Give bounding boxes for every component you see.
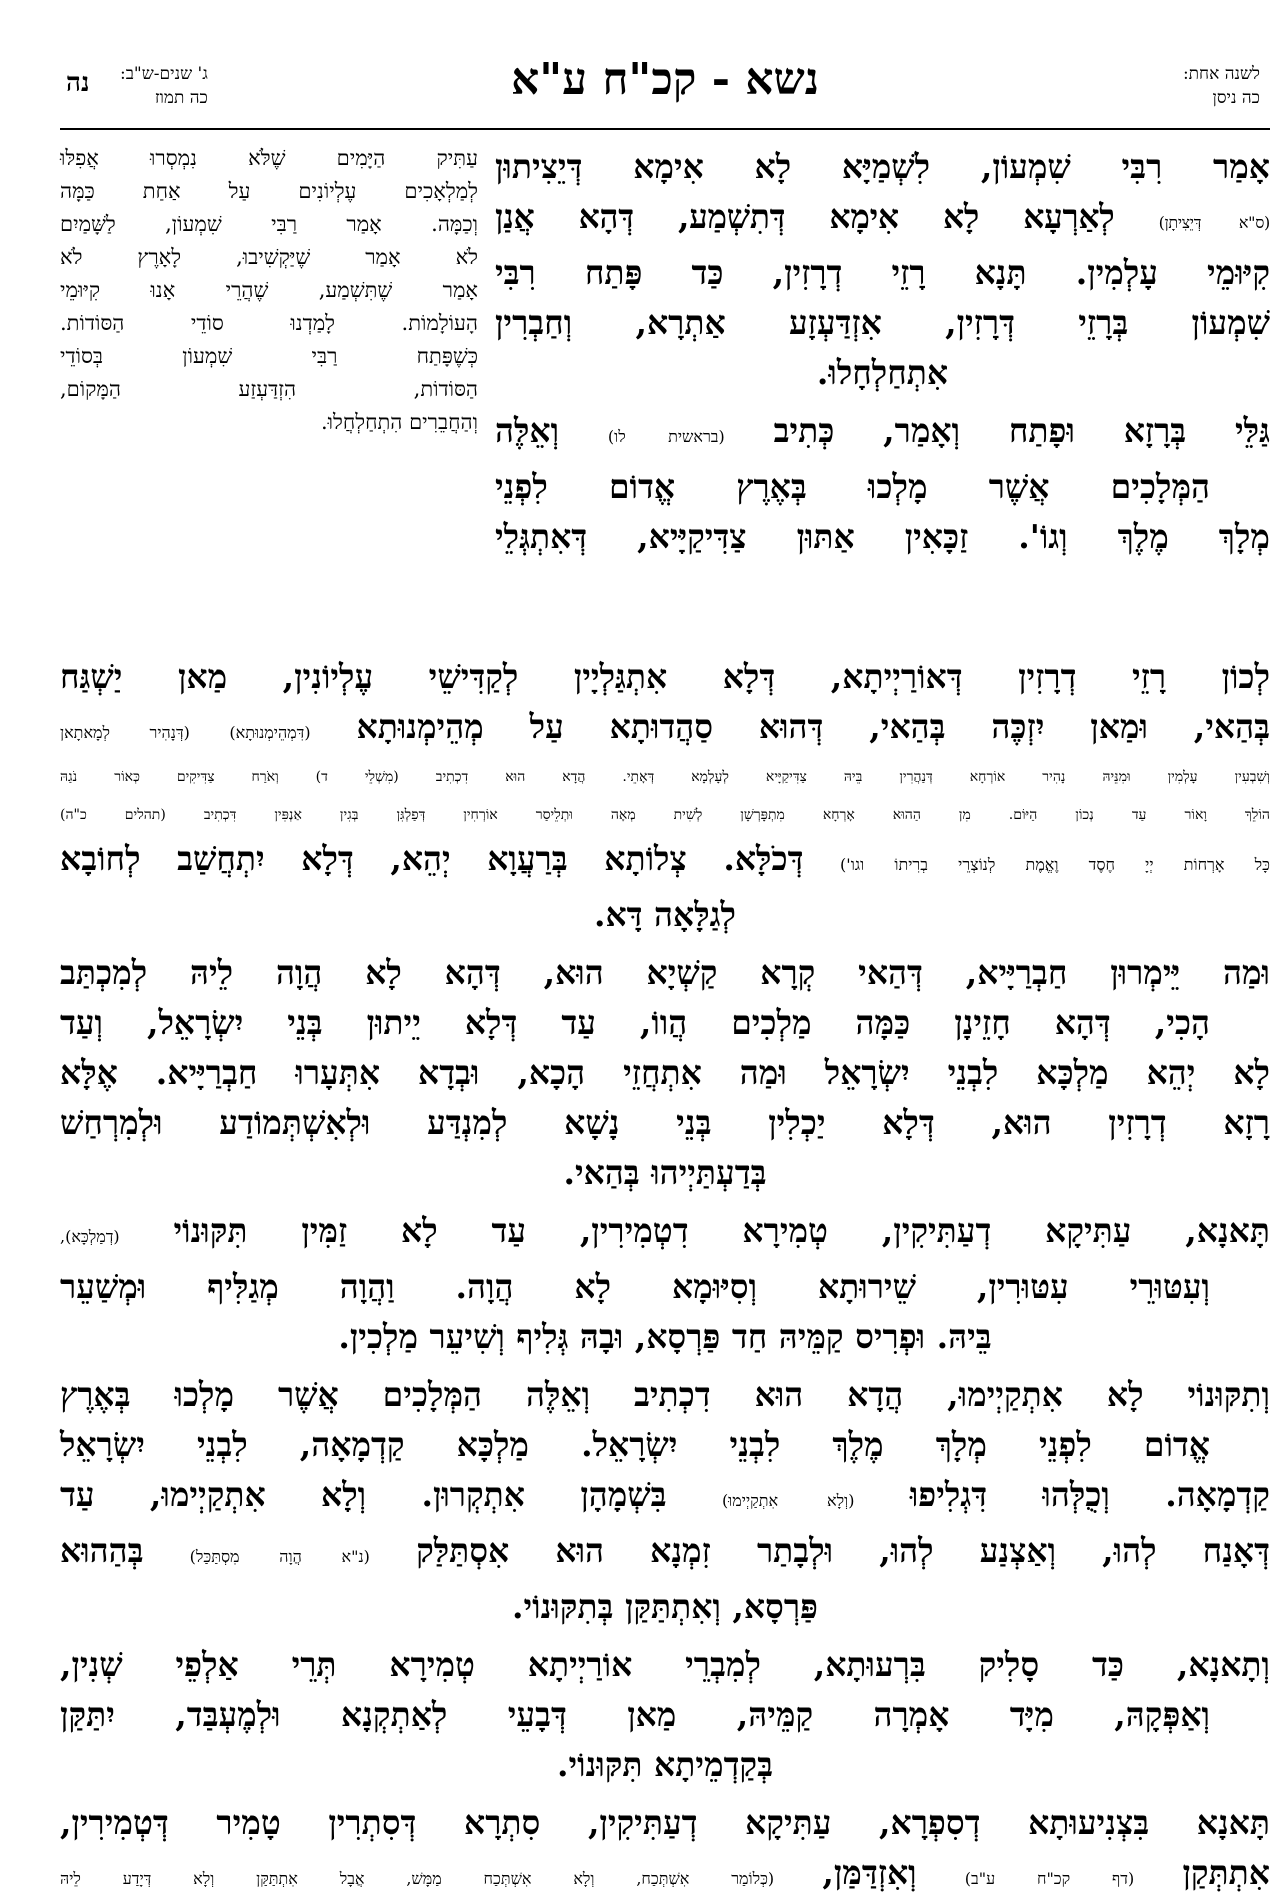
text-line: לְגַלָּאָה דָּא. xyxy=(60,890,1270,940)
variant-reading: (ס"א דְּיֵצִיתָן) xyxy=(1159,213,1270,232)
translation-sidebar xyxy=(60,142,478,439)
variant-reading: (דְמַלְכָּא), xyxy=(60,1227,120,1246)
text-line: רָזָא דְרָזִין הוּא, דְּלָא יַכְלִין בְּנֵי נָשָׁא לְמִנְדַּע וּלְאִשְׁתְּמוֹדַע וּלְמִרְחַשׁ xyxy=(60,1098,1270,1148)
text-span: בְּהַהוּא xyxy=(60,1531,144,1570)
schedule-date: כה ניסן xyxy=(1183,86,1260,110)
text-line xyxy=(60,1470,1270,1526)
text-line: בְּקַדְמֵיתָא תִּקּוּנוֹי. xyxy=(60,1740,1270,1790)
variant-reading: (וְלָא אִתְקַיְימוּ) xyxy=(722,1491,855,1510)
main-text-column xyxy=(495,142,1270,562)
text-line xyxy=(60,1848,1270,1904)
text-line xyxy=(60,1206,1270,1262)
sidebar-line: אָמַר שֶׁתִּשְׁמַע, שֶׁהֲרֵי אָנוּ קִיּוּמֵי xyxy=(60,274,478,307)
schedule-label: ג' שנים-ש"ב: xyxy=(120,62,208,86)
text-line: פַּרְסָא, וְאִתְתַּקַּן בְּתִקּוּנוֹי. xyxy=(60,1582,1270,1632)
text-span: בִּשְׁמָהָן אִתְקְרוּן. וְלָא אִתְקַיְימוּ, עַד xyxy=(60,1475,667,1514)
text-line: בְּדַעְתַּיְיהוּ בְּהַאי. xyxy=(60,1148,1270,1198)
text-line: בֵּיהּ. וּפְרִיס קַמֵּיהּ חַד פַּרְסָא, וּבָהּ גְּלִיף וְשִׁיעֵר מַלְכִין. xyxy=(60,1312,1270,1362)
text-line: מְלָךְ מֶלֶךְ וְגוֹ'. זַכָּאִין אַתּוּן צַדִּיקַיָּיא, דְּאִתְגְּלֵי xyxy=(495,512,1270,562)
sidebar-line: עַתִּיק הַיָּמִים שֶׁלֹּא נִמְסְרוּ אֲפִלּוּ xyxy=(60,142,478,175)
text-span: גַּלֵּי בְּרָזָא וּפָתַח וְאָמַר, כְּתִיב xyxy=(774,411,1270,450)
sidebar-line: הָעוֹלָמוֹת. לָמַדְנוּ סוֹדֵי הַסּוֹדוֹת. xyxy=(60,307,478,340)
header-study-schedule-three-year xyxy=(120,62,208,110)
text-line xyxy=(60,834,1270,890)
text-span: וְאִזְדַּמַּן, xyxy=(822,1853,916,1892)
text-line: לָא יְהֵא מַלְכָּא לִבְנֵי יִשְׂרָאֵל וּמַה אִתְחֲזֵי הָכָא, וּבְדָא אִתְּעָרוּ חַבְרַיָּיא. אֶלָּא xyxy=(60,1048,1270,1098)
source-reference: (בראשית לו) xyxy=(608,427,725,446)
text-line: אָמַר רִבִּי שִׁמְעוֹן, לִשְׁמַיָּא לָא אִימָא דְּיֵצִיתוּן xyxy=(495,142,1270,192)
page-number: נה xyxy=(66,68,89,98)
sidebar-line: לֹא אָמַר שֶׁיַּקְשִׁיבוּ, לָאָרֶץ לֹא xyxy=(60,241,478,274)
commentary-span: (כְּלוֹמַר אִשְׁתְּכַח, וְלָא אִשְׁתְּכַח מַמָּשׁ, אֲבָל אִתְתַּקַּן וְלָא דְּיָדַע לֵיהּ xyxy=(60,1869,774,1888)
text-line: שִׁמְעוֹן בְּרָזֵי דְּרָזִין, אִזְדַּעְזָע אַתְרָא, וְחַבְרִין xyxy=(495,298,1270,348)
sidebar-line: וְכַמָּה. אָמַר רַבִּי שִׁמְעוֹן, לַשָּׁמַיִם xyxy=(60,208,478,241)
text-line: וּמַה יֵּימְרוּן חַבְרַיָּיא, דְּהַאי קְרָא קַשְׁיָא הוּא, דְּהָא לָא הֲוָה לֵיהּ לְמִכְתַּב xyxy=(60,948,1270,998)
variant-reading: (דִּמְהֵימְנוּתָא) (דְּנָהִיר לְמָאתָאן xyxy=(60,723,311,742)
text-span: וְאֵלֶּה xyxy=(495,411,559,450)
page-title: נשא - קכ"ח ע"א xyxy=(60,54,1270,105)
text-line: וְתִקּוּנוֹי לָא אִתְקַיְימוּ, הֲדָא הוּא דִכְתִיב וְאֵלֶּה הַמְּלָכִים אֲשֶׁר מָלְכוּ בְּאֶרֶץ xyxy=(60,1370,1270,1420)
text-span: תָּאנָא, עַתִּיקָא דְעַתִּיקִין, טְמִירָא דִטְמִירִין, עַד לָא זַמִּין תִּקּוּנוֹי xyxy=(173,1211,1270,1250)
text-span: בְּהַאי, וּמַאן יִזְכֶּה בְּהַאי, דְּהוּא סַהֲדוּתָא עַל מְהֵימְנוּתָא xyxy=(357,707,1270,746)
commentary-span: כָּל אָרְחוֹת יְיָ חֶסֶד וֶאֱמֶת לְנוֹצְרֵי בְרִיתוֹ וגו') xyxy=(840,855,1270,874)
text-span: קַדְמָאָה. וְכֻלְּהוּ דִּגְלִיפוּ xyxy=(910,1475,1270,1514)
text-line: הַמְּלָכִים אֲשֶׁר מָלְכוּ בְּאֶרֶץ אֱדוֹם לִפְנֵי xyxy=(495,462,1270,512)
full-width-text xyxy=(60,652,1270,1904)
text-line: וְאַפְּקָהּ, מִיָּד אָמְרָה קַמֵּיהּ, מַאן דְּבָעֵי לְאַתְקְנָא וּלְמֶעְבַּד, יִתַּקַּן xyxy=(60,1690,1270,1740)
text-line xyxy=(60,1526,1270,1582)
variant-reading: (נ"א הֲוָה מִסְתַּכַּל) xyxy=(190,1547,370,1566)
text-span: אִתְתְּקַן xyxy=(1182,1853,1270,1892)
text-line: אֱדוֹם לִפְנֵי מְלָךְ מֶלֶךְ לִבְנֵי יִשְׂרָאֵל. מַלְכָּא קַדְמָאָה, לִבְנֵי יִשְׂרָאֵל xyxy=(60,1420,1270,1470)
text-span: דְּכֹלָּא. צְלוֹתָא בְּרַעֲוָא יְהֵא, דְּלָא יִתְחֲשַׁב לְחוֹבָא xyxy=(60,839,803,878)
text-line: אִתְחַלְחָלוּ. xyxy=(495,348,1270,398)
text-line xyxy=(60,702,1270,758)
text-line: לְכוֹן רָזֵי דְרָזִין דְּאוֹרַיְיתָא, דְּלָא אִתְגַּלְיָין לְקַדִּישֵׁי עֶלְיוֹנִין, מַאן יַשְׁגַּח xyxy=(60,652,1270,702)
page-header xyxy=(60,52,1270,130)
sidebar-line: הַסּוֹדוֹת, הִזְדַּעְזַע הַמָּקוֹם, xyxy=(60,373,478,406)
sidebar-line: לְמַלְאָכִים עֶלְיוֹנִים עַל אַחַת כַּמָּה xyxy=(60,175,478,208)
commentary-line: הוֹלֵךְ וָאוֹר עַד נְכוֹן הַיּוֹם. מִן הַהוּא אָרְחָא מִתְפָּרְשָׁן לְשִׁית מְאָה וּתְלֵיסַר אוֹרְחִין דְּפַלְגִּן בְּגִין אַנְפִּין דִּכְתִיב (תהלים כ"ה) xyxy=(60,796,1270,834)
sidebar-line: וְהַחֲבֵרִים הִתְחַלְחֲלוּ. xyxy=(60,406,478,439)
schedule-date: כה תמוז xyxy=(120,86,208,110)
sidebar-line: כְּשֶׁפָּתַח רַבִּי שִׁמְעוֹן בְּסוֹדֵי xyxy=(60,340,478,373)
commentary-line: וְשִׁבְעִין עָלְמִין וּמִנֵּיהּ נָהִיר אוֹרְחָא דְּנַהֲרִין בֵּיהּ צַדִּיקַיָּיא לְעָלְמָא דְּאָתֵי. הֲדָא הוּא דִכְתִיב (מִשְׁלֵי ד) וְאֹרַח צַדִּיקִים כְּאוֹר נֹגַהּ xyxy=(60,758,1270,796)
text-line: תָּאנָא בִּצְנִיעוּתָא דְסִפְרָא, עַתִּיקָא דְעַתִּיקִין, סִתְרָא דְּסִתְרִין טָמִיר דְּטְמִירִין, xyxy=(60,1798,1270,1848)
text-line: וְתָאנָא, כַּד סָלִיק בִּרְעוּתָא, לְמִבְרֵי אוֹרַיְיתָא טְמִירָא תְּרֵי אַלְפֵי שְׁנִין, xyxy=(60,1640,1270,1690)
text-line: קִיּוּמֵי עָלְמִין. תָּנָא רָזֵי דְרָזִין, כַּד פָּתַח רִבִּי xyxy=(495,248,1270,298)
text-line xyxy=(495,406,1270,462)
text-span: דְּאָנַח לְהוּ, וְאַצְנַע לְהוּ, וּלְבָתַר זִמְנָא הוּא אִסְתַּלַּק xyxy=(416,1531,1270,1570)
text-line: וְעִטּוּרֵי עִטּוּרִין, שֵׁירוּתָא וְסִיּוּמָא לָא הֲוָה. וַהֲוָה מְגַלִּיף וּמְשַׁעֵר xyxy=(60,1262,1270,1312)
page-reference: (דף קכ"ח ע"ב) xyxy=(965,1869,1134,1888)
schedule-label: לשנה אחת: xyxy=(1183,62,1260,86)
page xyxy=(60,52,1270,1852)
text-line: הָכִי, דְּהָא חָזֵינָן כַּמָּה מַלְכִים הֲווֹ, עַד דְּלָא יֵיתוּן בְּנֵי יִשְׂרָאֵל, וְעַד xyxy=(60,998,1270,1048)
text-span: לְאַרְעָא לָא אִימָא דְּתִשְׁמַע, דְּהָא אֲנַן xyxy=(495,197,1114,236)
text-line xyxy=(495,192,1270,248)
